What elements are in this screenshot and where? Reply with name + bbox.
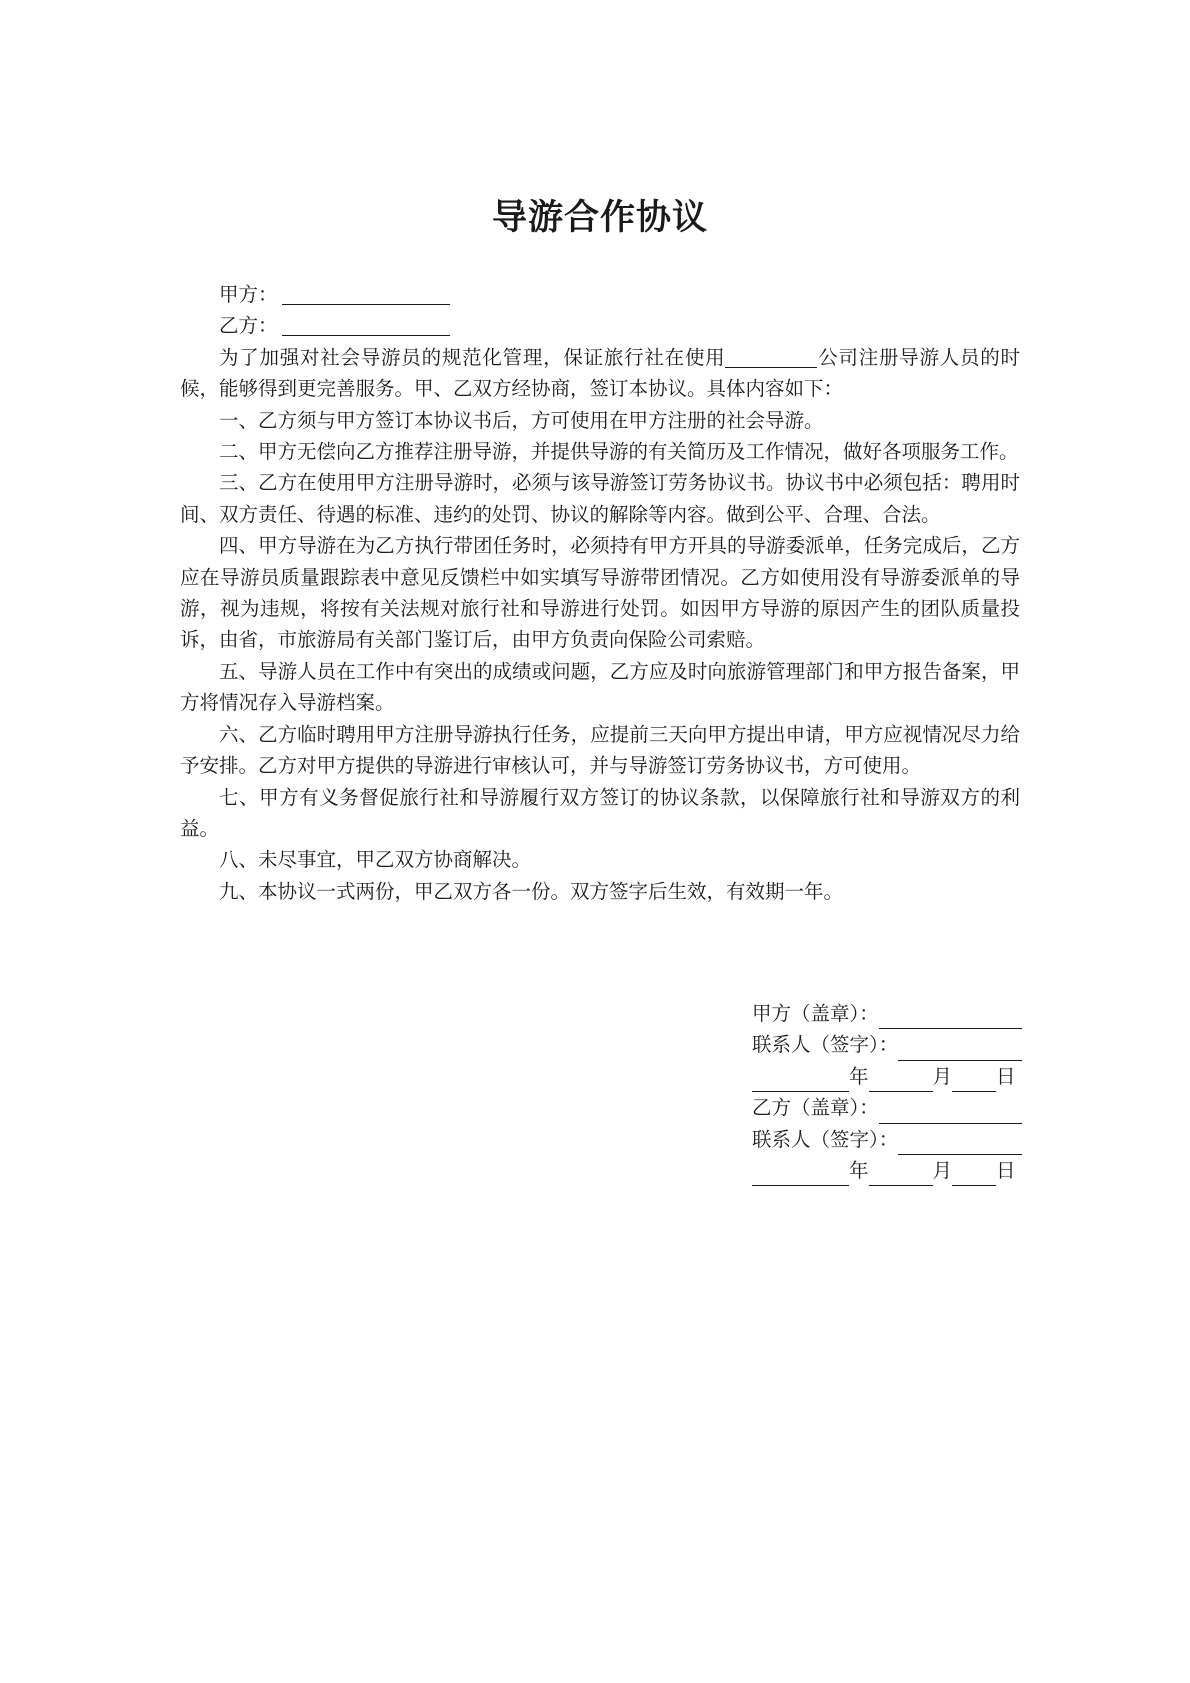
party-a-date-row bbox=[752, 1061, 1022, 1092]
party-b-day-blank bbox=[952, 1163, 996, 1186]
intro-text-2: 公司注册导游人员的时候，能够得到更完善服务。甲、乙双方经协商，签订本协议。具体内容如下： bbox=[180, 345, 1020, 401]
month-label: 月 bbox=[932, 1159, 953, 1183]
clause-5: 五、导游人员在工作中有突出的成绩或问题，乙方应及时向旅游管理部门和甲方报告备案，甲方将情况存入导游档案。 bbox=[180, 659, 1020, 715]
party-a-label: 甲方： bbox=[219, 283, 278, 306]
party-b-seal-label: 乙方（盖章）： bbox=[752, 1096, 879, 1120]
party-b-month-blank bbox=[869, 1163, 933, 1186]
party-a-day-blank bbox=[952, 1069, 996, 1092]
party-b-contact-label: 联系人（签字）： bbox=[752, 1127, 899, 1151]
day-label: 日 bbox=[996, 1159, 1016, 1183]
clause-6: 六、乙方临时聘用甲方注册导游执行任务，应提前三天向甲方提出申请，甲方应视情况尽力给予安排。乙方对甲方提供的导游进行审核认可，并与导游签订劳务协议书，方可使用。 bbox=[180, 722, 1020, 778]
party-a-year-blank bbox=[752, 1069, 849, 1092]
party-a-blank bbox=[282, 282, 450, 305]
party-b-seal-blank bbox=[879, 1101, 1022, 1124]
party-b-date-row bbox=[752, 1155, 1022, 1186]
party-a-seal-label: 甲方（盖章）： bbox=[752, 1002, 879, 1025]
clause-7: 七、甲方有义务督促旅行社和导游履行双方签订的协议条款，以保障旅行社和导游双方的利益。 bbox=[180, 785, 1020, 840]
party-b-seal-row bbox=[752, 1092, 1022, 1123]
company-name-blank bbox=[725, 347, 817, 368]
clause-2: 二、甲方无偿向乙方推荐注册导游，并提供导游的有关简历及工作情况，做好各项服务工作。 bbox=[219, 440, 1019, 464]
party-b-contact-blank bbox=[898, 1132, 1022, 1155]
month-label: 月 bbox=[932, 1064, 953, 1088]
party-a-seal-row bbox=[752, 998, 1022, 1029]
clause-4: 四、甲方导游在为乙方执行带团任务时，必须持有甲方开具的导游委派单，任务完成后，乙方应在导游员质量跟踪表中意见反馈栏中如实填写导游带团情况。乙方如使用没有导游委派单的导游，视为违规，将按有关法规对旅行社和导游进行处罚。如因甲方导游的原因产生的团队质量投诉，由省，市旅游局有关部门鉴订后，由甲方负责向保险公司索赔。 bbox=[180, 534, 1020, 652]
party-a-line bbox=[180, 279, 1020, 310]
intro-text-1: 为了加强对社会导游员的规范化管理，保证旅行社在使用 bbox=[219, 345, 726, 369]
year-label: 年 bbox=[849, 1159, 869, 1183]
party-b-line bbox=[180, 310, 1020, 341]
clause-9: 九、本协议一式两份，甲乙双方各一份。双方签字后生效，有效期一年。 bbox=[219, 879, 844, 903]
party-a-contact-row bbox=[752, 1029, 1022, 1060]
clause-3: 三、乙方在使用甲方注册导游时，必须与该导游签订劳务协议书。协议书中必须包括：聘用时间、双方责任、待遇的标准、违约的处罚、协议的解除等内容。做到公平、合理、合法。 bbox=[180, 471, 1020, 526]
party-b-label: 乙方： bbox=[219, 314, 278, 338]
signature-block bbox=[752, 998, 1022, 1186]
document-title: 导游合作协议 bbox=[491, 198, 708, 238]
clause-1: 一、乙方须与甲方签订本协议书后，方可使用在甲方注册的社会导游。 bbox=[219, 408, 824, 432]
party-b-blank bbox=[282, 313, 450, 336]
party-a-seal-blank bbox=[879, 1006, 1022, 1029]
clause-8: 八、未尽事宜，甲乙双方协商解决。 bbox=[219, 848, 532, 872]
day-label: 日 bbox=[996, 1064, 1016, 1088]
party-b-year-blank bbox=[752, 1163, 849, 1186]
party-a-contact-blank bbox=[898, 1038, 1022, 1061]
year-label: 年 bbox=[849, 1064, 869, 1088]
party-a-month-blank bbox=[869, 1069, 933, 1092]
party-b-contact-row bbox=[752, 1124, 1022, 1155]
intro-paragraph bbox=[180, 342, 1020, 405]
document-body bbox=[180, 279, 1020, 907]
party-a-contact-label: 联系人（签字）： bbox=[752, 1033, 899, 1057]
